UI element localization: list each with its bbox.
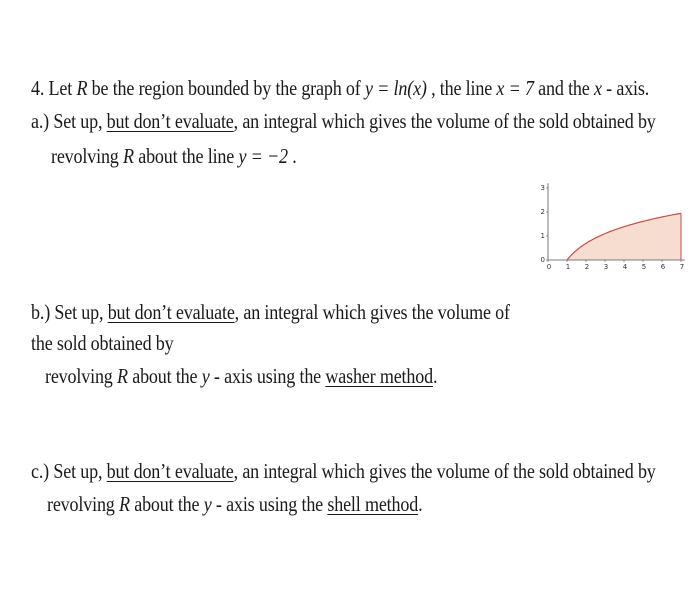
text: .	[418, 492, 423, 516]
x-tick-label: 2	[584, 263, 590, 270]
problem-statement	[31, 75, 649, 101]
axis-equation: y = −2	[238, 144, 288, 168]
text: - axis using the	[209, 364, 326, 388]
x-tick-label: 4	[622, 263, 628, 270]
x-tick-label: 1	[565, 263, 571, 270]
y-variable: y	[203, 492, 212, 516]
underlined-phrase: but don’t evaluate	[107, 300, 235, 324]
x-tick-label: 0	[546, 263, 552, 270]
text: about the	[127, 364, 202, 388]
y-tick-label: 0	[540, 256, 545, 264]
text: the sold obtained by	[31, 331, 174, 355]
text: revolving	[45, 364, 118, 388]
text: - axis.	[601, 76, 650, 100]
text: , the line	[426, 76, 497, 100]
x-tick-label: 5	[641, 263, 647, 270]
text: , an integral which gives the volume of the sold obtained by	[233, 109, 656, 133]
text: c.) Set up,	[31, 459, 107, 483]
y-tick-label: 2	[540, 208, 545, 216]
underlined-phrase: but don’t evaluate	[106, 459, 234, 483]
region-symbol: R	[119, 492, 130, 516]
x-tick-label: 7	[679, 263, 685, 270]
line-equation: x = 7	[496, 76, 534, 100]
text: , an integral which gives the volume of	[234, 300, 510, 324]
text: , an integral which gives the volume of the sold obtained by	[233, 459, 656, 483]
region-symbol: R	[117, 364, 128, 388]
y-tick-label: 1	[540, 232, 545, 240]
text: b.) Set up,	[31, 300, 108, 324]
y-variable: y	[201, 364, 210, 388]
curve-equation: y = ln(x)	[364, 76, 427, 100]
part-b-line-3	[45, 363, 437, 389]
x-tick-label: 3	[603, 263, 609, 270]
text: - axis using the	[211, 492, 328, 516]
text: 4. Let	[31, 76, 77, 100]
y-tick-label: 3	[540, 184, 545, 192]
text: about the	[129, 492, 204, 516]
part-c-line-2	[47, 491, 422, 517]
text: and the	[533, 76, 594, 100]
washer-method-phrase: washer method	[325, 364, 433, 388]
part-a-line-1	[31, 108, 656, 134]
x-variable: x	[593, 76, 602, 100]
underlined-phrase: but don’t evaluate	[106, 109, 234, 133]
region-symbol: R	[76, 76, 88, 100]
part-a-line-2	[51, 143, 297, 169]
shaded-region	[567, 213, 681, 260]
text: .	[287, 144, 297, 168]
part-b-line-2	[31, 330, 174, 356]
y-ticks	[541, 184, 548, 264]
text: revolving	[51, 144, 124, 168]
text: be the region bounded by the graph of	[87, 76, 365, 100]
part-c-line-1	[31, 458, 656, 484]
x-ticks	[547, 260, 684, 270]
text: .	[432, 364, 438, 388]
text: revolving	[47, 492, 120, 516]
shell-method-phrase: shell method	[327, 492, 419, 516]
text: a.) Set up,	[31, 109, 107, 133]
part-b-line-1	[31, 299, 510, 325]
region-symbol: R	[123, 144, 134, 168]
region-graph	[538, 178, 690, 270]
x-tick-label: 6	[660, 263, 666, 270]
text: about the line	[133, 144, 239, 168]
